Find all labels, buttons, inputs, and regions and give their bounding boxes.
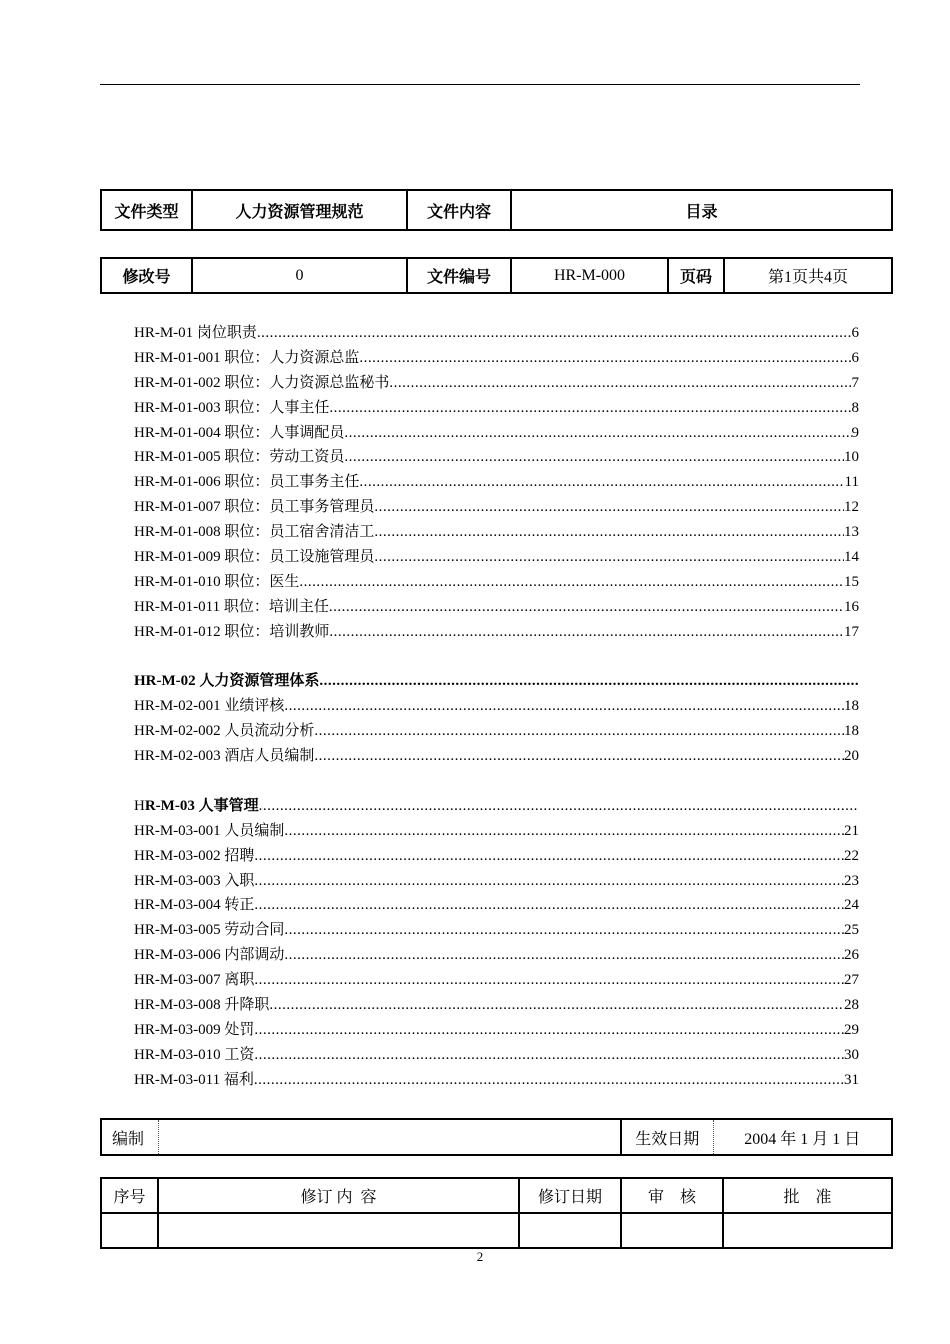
toc-entry-page: 23 bbox=[844, 872, 859, 889]
toc-entry-page: 28 bbox=[844, 997, 859, 1014]
toc-entry[interactable] bbox=[134, 595, 859, 620]
toc-entry-title: HR-M-02-003 酒店人员编制 bbox=[134, 748, 315, 765]
toc-entry-title: HR-M-03-010 工资 bbox=[134, 1046, 255, 1063]
toc-leader bbox=[374, 545, 844, 570]
toc-leader bbox=[254, 844, 844, 869]
toc-entry-title: HR-M-03-009 处罚 bbox=[134, 1021, 255, 1038]
toc-entry[interactable] bbox=[134, 570, 859, 595]
doc-content-label: 文件内容 bbox=[407, 190, 511, 230]
toc-entry-title: HR-M-01-004 职位：人事调配员 bbox=[134, 424, 345, 441]
toc-entry-title: HR-M-02-002 人员流动分析 bbox=[134, 723, 315, 740]
toc-entry-title: HR-M-03-005 劳动合同 bbox=[134, 922, 285, 939]
toc-entry[interactable] bbox=[134, 968, 859, 993]
toc-entry[interactable] bbox=[134, 346, 859, 371]
toc-entry-page: 24 bbox=[844, 897, 859, 914]
toc-entry-page: 7 bbox=[851, 374, 859, 391]
toc-section-2 bbox=[134, 669, 859, 769]
toc-leader bbox=[359, 346, 851, 371]
revision-value: 0 bbox=[192, 258, 407, 293]
toc-entry-title: HR-M-03-004 转正 bbox=[134, 897, 255, 914]
rev-review-header: 审 核 bbox=[621, 1178, 723, 1213]
toc-entry[interactable] bbox=[134, 396, 859, 421]
top-rule bbox=[100, 84, 860, 85]
toc-entry-page: 30 bbox=[844, 1046, 859, 1063]
toc-entry-title: HR-M-01-005 职位：劳动工资员 bbox=[134, 449, 345, 466]
toc-entry[interactable] bbox=[134, 1018, 859, 1043]
rev-date-cell bbox=[519, 1213, 621, 1248]
toc-leader bbox=[254, 1018, 844, 1043]
toc-entry-title: HR-M-03-011 福利 bbox=[134, 1071, 254, 1088]
toc-leader bbox=[374, 495, 844, 520]
toc-leader bbox=[269, 993, 844, 1018]
toc-leader bbox=[344, 421, 851, 446]
rev-date-header: 修订日期 bbox=[519, 1178, 621, 1213]
toc-entry[interactable] bbox=[134, 371, 859, 396]
toc-spacer bbox=[134, 769, 859, 794]
toc-entry-title: HR-M-03-001 人员编制 bbox=[134, 822, 285, 839]
toc-leader bbox=[344, 445, 844, 470]
toc-entry-page: 18 bbox=[844, 698, 859, 715]
rev-approve-cell bbox=[723, 1213, 892, 1248]
toc-leader bbox=[284, 943, 844, 968]
toc-entry[interactable] bbox=[134, 918, 859, 943]
toc-leader bbox=[319, 669, 859, 694]
toc-entry-page: 22 bbox=[844, 847, 859, 864]
toc-leader bbox=[359, 470, 844, 495]
toc-leader bbox=[257, 321, 852, 346]
rev-no-cell bbox=[101, 1213, 158, 1248]
toc-section-heading[interactable] bbox=[134, 794, 859, 819]
compiled-value bbox=[158, 1119, 621, 1155]
toc-entry-page: 20 bbox=[844, 748, 859, 765]
toc-entry[interactable] bbox=[134, 694, 859, 719]
toc-entry[interactable] bbox=[134, 869, 859, 894]
page-label: 页码 bbox=[668, 258, 724, 293]
toc-entry-title: HR-M-03-002 招聘 bbox=[134, 847, 255, 864]
doc-header-table-1 bbox=[100, 189, 893, 231]
toc-leader bbox=[259, 794, 859, 819]
toc-entry[interactable] bbox=[134, 520, 859, 545]
toc-leader bbox=[254, 1043, 844, 1068]
toc-entry-page: 10 bbox=[844, 449, 859, 466]
toc-entry-title: HR-M-03-008 升降职 bbox=[134, 997, 270, 1014]
toc-entry[interactable] bbox=[134, 719, 859, 744]
toc-leader bbox=[314, 744, 844, 769]
toc-entry-title: HR-M-01-007 职位：员工事务管理员 bbox=[134, 499, 375, 516]
toc-entry-title: HR-M-01 岗位职责 bbox=[134, 324, 257, 341]
toc-entry-page: 6 bbox=[851, 324, 859, 341]
toc-leader bbox=[299, 570, 844, 595]
toc-leader bbox=[374, 520, 844, 545]
toc-entry-page: 27 bbox=[844, 972, 859, 989]
toc-entry[interactable] bbox=[134, 744, 859, 769]
toc-entry-page: 16 bbox=[844, 598, 859, 615]
toc-entry-title: HR-M-01-001 职位：人力资源总监 bbox=[134, 349, 360, 366]
toc-entry-page: 14 bbox=[844, 549, 859, 565]
toc-entry-title: HR-M-02-001 业绩评核 bbox=[134, 698, 285, 715]
toc-leader bbox=[284, 918, 844, 943]
doc-no-label: 文件编号 bbox=[407, 258, 511, 293]
toc-entry[interactable] bbox=[134, 545, 859, 570]
toc-entry-title: HR-M-01-012 职位：培训教师 bbox=[134, 623, 330, 640]
toc-leader bbox=[254, 869, 844, 894]
toc-entry[interactable] bbox=[134, 943, 859, 968]
toc-section-3 bbox=[134, 794, 859, 1093]
rev-no-header: 序号 bbox=[101, 1178, 158, 1213]
toc-entry[interactable] bbox=[134, 844, 859, 869]
toc-entry-page: 15 bbox=[844, 573, 859, 590]
page-value: 第1页共4页 bbox=[724, 258, 892, 293]
rev-review-cell bbox=[621, 1213, 723, 1248]
toc-entry-title: HR-M-03-007 离职 bbox=[134, 972, 255, 989]
toc-entry-title: HR-M-01-009 职位：员工设施管理员 bbox=[134, 549, 375, 565]
toc-entry-title: HR-M-03-003 入职 bbox=[134, 872, 255, 889]
revision-table bbox=[100, 1177, 893, 1249]
toc-entry-page: 8 bbox=[851, 399, 859, 416]
toc-entry[interactable] bbox=[134, 1043, 859, 1068]
toc-spacer bbox=[134, 645, 859, 670]
toc-entry-title: HR-M-03-006 内部调动 bbox=[134, 947, 285, 964]
toc-entry-page: 21 bbox=[844, 822, 859, 839]
toc-entry-page: 6 bbox=[851, 349, 859, 366]
toc-entry-title: HR-M-01-008 职位：员工宿舍清洁工 bbox=[134, 524, 375, 541]
toc-entry-page: 17 bbox=[844, 623, 859, 640]
toc-entry-page: 25 bbox=[844, 922, 859, 939]
toc-entry-page: 11 bbox=[844, 474, 859, 491]
toc-section-title: HR-M-02 人力资源管理体系 bbox=[134, 673, 320, 690]
toc-entry-title: HR-M-01-003 职位：人事主任 bbox=[134, 399, 330, 416]
toc-leader bbox=[329, 620, 844, 645]
doc-type-label: 文件类型 bbox=[101, 190, 192, 230]
toc-entry[interactable] bbox=[134, 470, 859, 495]
table-of-contents bbox=[134, 321, 859, 1093]
toc-leader bbox=[254, 1068, 844, 1093]
page-number: 2 bbox=[476, 1249, 484, 1264]
toc-leader bbox=[254, 968, 844, 993]
toc-entry-page: 29 bbox=[844, 1021, 859, 1038]
doc-no-value: HR-M-000 bbox=[511, 258, 668, 293]
toc-leader bbox=[329, 595, 844, 620]
rev-content-cell bbox=[158, 1213, 519, 1248]
toc-entry-page: 26 bbox=[844, 947, 859, 964]
toc-section-1 bbox=[134, 321, 859, 645]
doc-header-table-2 bbox=[100, 257, 893, 294]
revision-label: 修改号 bbox=[101, 258, 192, 293]
compile-info-table bbox=[100, 1118, 893, 1156]
toc-entry-page: 12 bbox=[844, 499, 859, 516]
toc-leader bbox=[254, 893, 844, 918]
toc-leader bbox=[314, 719, 844, 744]
toc-entry[interactable] bbox=[134, 445, 859, 470]
doc-type-value: 人力资源管理规范 bbox=[192, 190, 407, 230]
toc-entry[interactable] bbox=[134, 819, 859, 844]
toc-leader bbox=[389, 371, 851, 396]
toc-entry-page: 9 bbox=[851, 424, 859, 441]
toc-entry[interactable] bbox=[134, 321, 859, 346]
toc-entry-page: 31 bbox=[844, 1071, 859, 1088]
toc-entry-page: 18 bbox=[844, 723, 859, 740]
toc-entry-title: HR-M-01-002 职位：人力资源总监秘书 bbox=[134, 374, 390, 391]
toc-entry[interactable] bbox=[134, 421, 859, 446]
toc-entry-title: HR-M-01-010 职位：医生 bbox=[134, 573, 300, 590]
toc-leader bbox=[284, 694, 844, 719]
compiled-label: 编制 bbox=[101, 1119, 158, 1155]
rev-content-header: 修订 内 容 bbox=[158, 1178, 519, 1213]
effective-date-value: 2004 年 1 月 1 日 bbox=[713, 1119, 892, 1155]
toc-entry[interactable] bbox=[134, 1068, 859, 1093]
toc-entry[interactable] bbox=[134, 620, 859, 645]
toc-leader bbox=[284, 819, 844, 844]
effective-date-label: 生效日期 bbox=[621, 1119, 713, 1155]
toc-entry-title: HR-M-01-011 职位：培训主任 bbox=[134, 598, 329, 615]
rev-approve-header: 批 准 bbox=[723, 1178, 892, 1213]
toc-entry-title: HR-M-01-006 职位：员工事务主任 bbox=[134, 474, 360, 491]
doc-content-value: 目录 bbox=[511, 190, 892, 230]
toc-section-heading[interactable] bbox=[134, 669, 859, 694]
toc-entry[interactable] bbox=[134, 893, 859, 918]
toc-section-title: HR-M-03 人事管理 bbox=[134, 797, 259, 814]
toc-entry[interactable] bbox=[134, 993, 859, 1018]
toc-entry-page: 13 bbox=[844, 524, 859, 541]
toc-leader bbox=[329, 396, 851, 421]
toc-entry[interactable] bbox=[134, 495, 859, 520]
